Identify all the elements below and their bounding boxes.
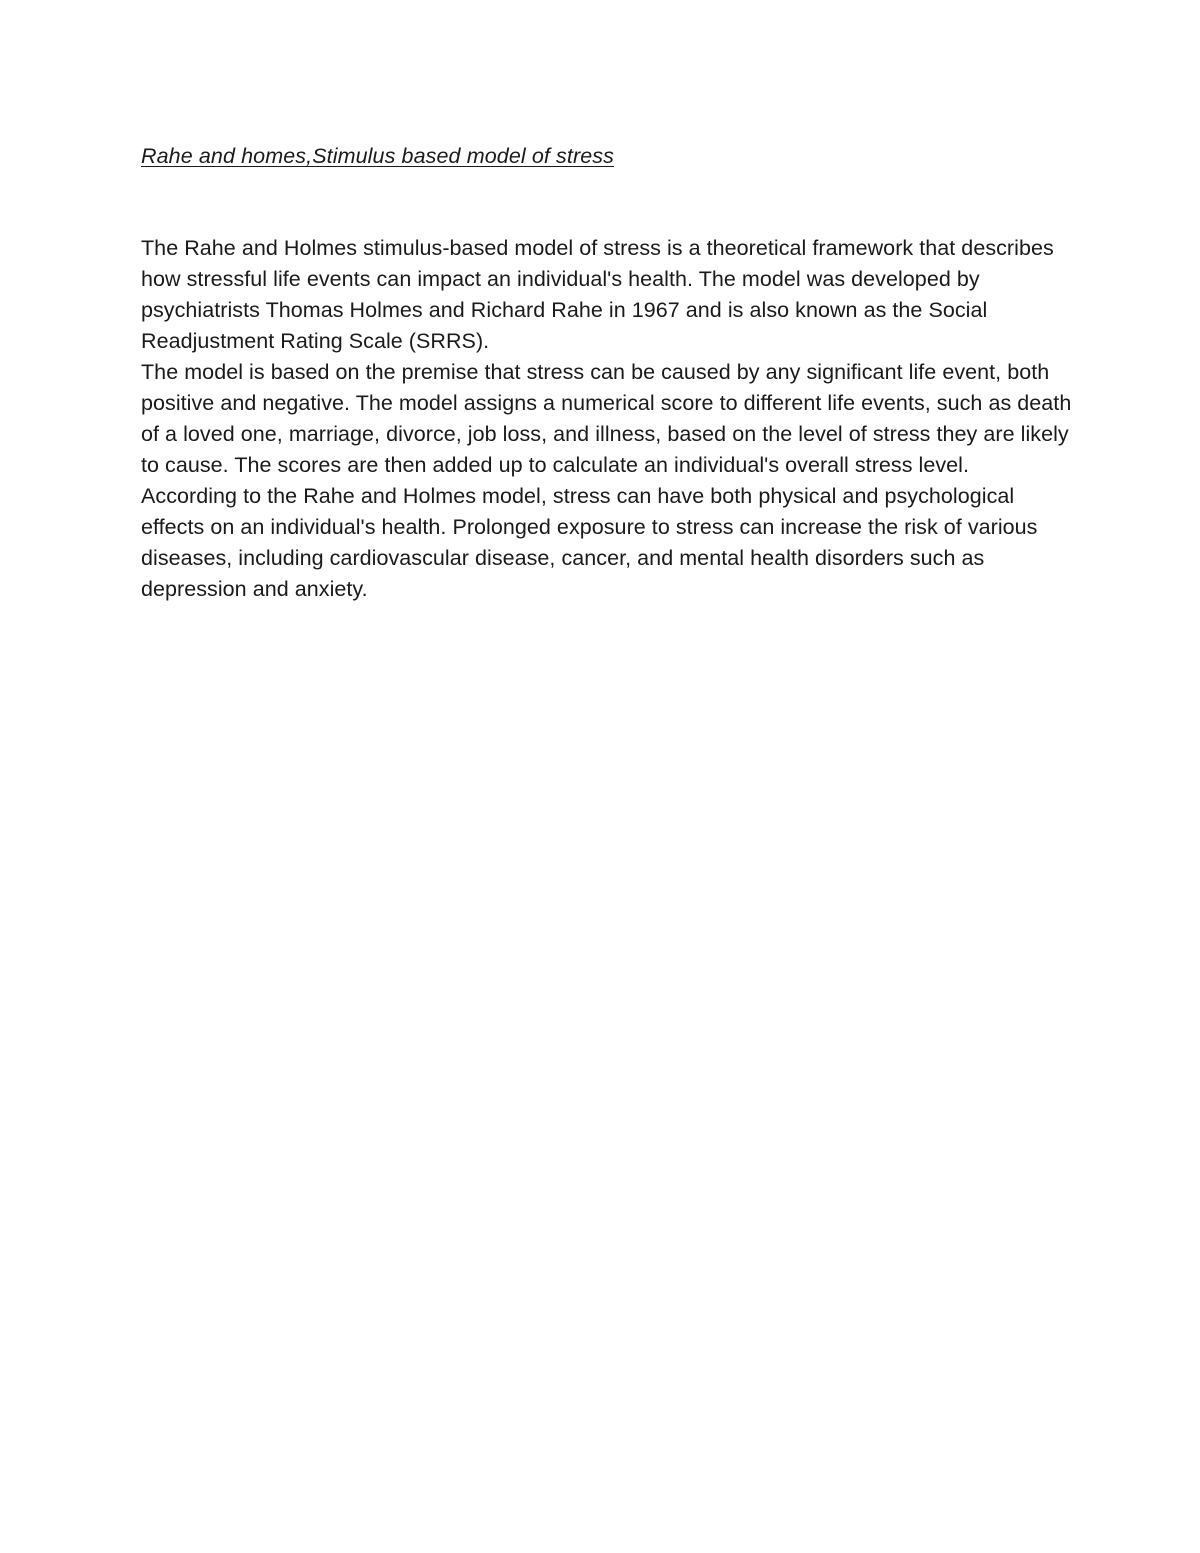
paragraph-srrs-intro: The Rahe and Holmes stimulus-based model of stress is a theoretical framework that describes how stressful life events can impact an individual's health. The model was developed by psychiatrists Thomas Holmes and Richard Rahe in 1967 and is also known as the Social Readjustment Rating Scale (SRRS). xyxy=(141,236,1054,353)
document-body xyxy=(141,233,1081,605)
paragraph-health-effects: According to the Rahe and Holmes model, stress can have both physical and psychological effects on an individual's health. Prolonged exposure to stress can increase the risk of various diseases, including cardiovascular disease, cancer, and mental health disorders such as depression and anxiety. xyxy=(141,484,1038,601)
paragraph-life-event-scores: The model is based on the premise that stress can be caused by any significant life event, both positive and negative. The model assigns a numerical score to different life events, such as death of a loved one, marriage, divorce, job loss, and illness, based on the level of stress they are likely to cause. The scores are then added up to calculate an individual's overall stress level. xyxy=(141,360,1072,477)
document-title: Rahe and homes,Stimulus based model of stress xyxy=(141,144,614,168)
